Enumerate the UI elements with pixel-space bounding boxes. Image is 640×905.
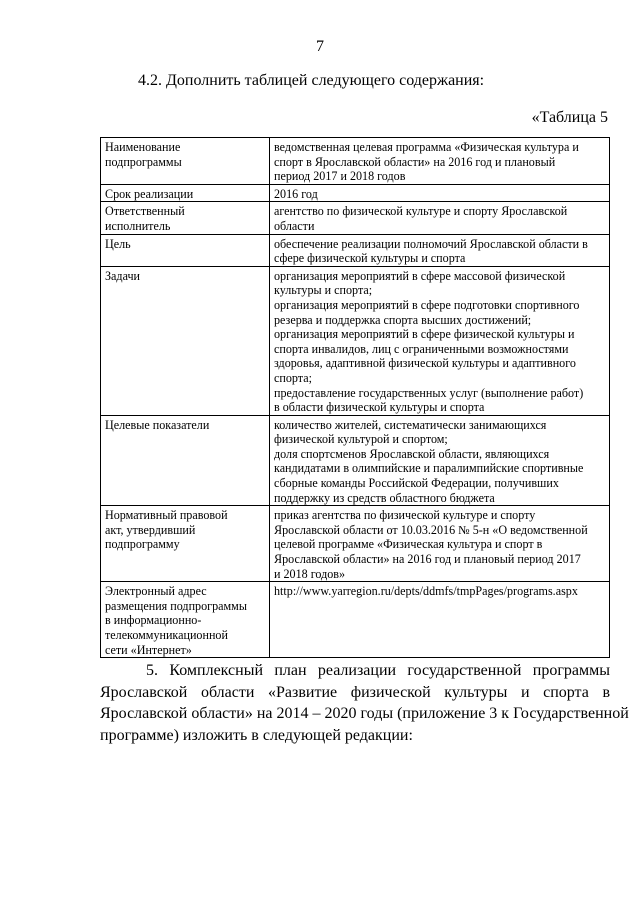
page-number: 7 xyxy=(316,38,324,55)
section-5-paragraph xyxy=(100,660,629,746)
row-label-cell xyxy=(101,234,270,266)
row-value-line: Ярославской области» на 2016 год и плановый период 2017 xyxy=(274,552,581,567)
table-row xyxy=(101,138,610,185)
row-value-line: сфере физической культуры и спорта xyxy=(274,251,466,266)
row-label-line: подпрограмму xyxy=(105,537,180,552)
row-value-line: период 2017 и 2018 годов xyxy=(274,169,406,184)
row-label-line: в информационно- xyxy=(105,613,202,628)
table-body xyxy=(101,138,610,658)
row-label-line: Наименование xyxy=(105,140,181,154)
table-row xyxy=(101,506,610,582)
row-label-line: Задачи xyxy=(105,268,141,283)
paragraph-line: Ярославской области» на 2014 – 2020 годы (приложение 3 к Государственной xyxy=(100,705,629,722)
table-row xyxy=(101,582,610,658)
row-value-line: области xyxy=(274,218,315,233)
row-value-line: здоровья, адаптивной физической культуры и адаптивного xyxy=(274,356,576,371)
paragraph-line: программе) изложить в следующей редакции: xyxy=(100,726,413,744)
row-value-line: кандидатами в олимпийские и паралимпийские спортивные xyxy=(274,461,584,476)
paragraph-line: 5. Комплексный план реализации государственной программы xyxy=(146,662,610,679)
row-value-line: спорта; xyxy=(274,370,312,385)
table-row xyxy=(101,415,610,506)
row-label-line: акт, утвердивший xyxy=(105,522,196,537)
row-label-cell xyxy=(101,138,270,185)
row-label-line: Целевые показатели xyxy=(105,417,210,432)
row-value-line: приказ агентства по физической культуре и спорту xyxy=(274,508,536,523)
row-value-line: и 2018 годов» xyxy=(274,566,346,581)
row-value-line: физической культурой и спортом; xyxy=(274,432,448,447)
row-label-cell xyxy=(101,415,270,506)
row-value-line: спорт в Ярославской области» на 2016 год и плановый xyxy=(274,154,556,169)
row-value-line: обеспечение реализации полномочий Ярославской области в xyxy=(274,236,588,251)
row-label-line: Срок реализации xyxy=(105,186,194,201)
row-value-cell xyxy=(270,202,610,234)
table-caption: «Таблица 5 xyxy=(531,109,608,126)
row-value-cell xyxy=(270,234,610,266)
row-label-cell xyxy=(101,506,270,582)
intro-paragraph: 4.2. Дополнить таблицей следующего содержания: xyxy=(138,72,485,89)
table-row xyxy=(101,184,610,202)
row-value-line: целевой программе «Физическая культура и спорт в xyxy=(274,537,543,552)
row-label-line: Ответственный xyxy=(105,204,185,219)
row-value-line: в области физической культуры и спорта xyxy=(274,400,485,415)
row-value-line: спорта инвалидов, лиц с ограниченными возможностями xyxy=(274,341,569,356)
subprogram-passport-table xyxy=(100,137,610,658)
table-row xyxy=(101,266,610,415)
row-value-cell xyxy=(270,138,610,185)
row-value-line: организация мероприятий в сфере массовой физической xyxy=(274,268,566,283)
row-value-line: ведомственная целевая программа «Физическая культура и xyxy=(274,140,579,154)
row-label-line: размещения подпрограммы xyxy=(105,598,247,613)
row-label-cell xyxy=(101,202,270,234)
row-value-line: доля спортсменов Ярославской области, являющихся xyxy=(274,446,550,461)
row-label-line: сети «Интернет» xyxy=(105,642,192,657)
row-label-line: телекоммуникационной xyxy=(105,628,228,642)
row-label-line: Нормативный правовой xyxy=(105,508,228,523)
table-row xyxy=(101,202,610,234)
row-value-line: агентство по физической культуре и спорту Ярославской xyxy=(274,204,568,219)
row-value-line: количество жителей, систематически занимающихся xyxy=(274,417,547,432)
row-value-cell xyxy=(270,582,610,658)
row-label-line: Цель xyxy=(105,236,131,251)
row-value-line: поддержку из средств областного бюджета xyxy=(274,490,495,505)
row-value-cell xyxy=(270,266,610,415)
row-value-line: культуры и спорта; xyxy=(274,283,373,298)
table-row xyxy=(101,234,610,266)
row-label-line: подпрограммы xyxy=(105,154,182,169)
row-value-line: Ярославской области от 10.03.2016 № 5-н «О ведомственной xyxy=(274,522,588,537)
row-value-line: предоставление государственных услуг (выполнение работ) xyxy=(274,385,584,400)
row-value-line: организация мероприятий в сфере физической культуры и xyxy=(274,327,575,342)
row-value-line: организация мероприятий в сфере подготовки спортивного xyxy=(274,297,580,312)
row-label-line: Электронный адрес xyxy=(105,584,207,599)
row-label-cell xyxy=(101,266,270,415)
row-value-line: сборные команды Российской Федерации, получивших xyxy=(274,476,559,491)
row-value-cell xyxy=(270,184,610,202)
paragraph-line: Ярославской области «Развитие физической культуры и спорта в xyxy=(100,683,610,701)
row-value-line: http://www.yarregion.ru/depts/ddmfs/tmpPages/programs.aspx xyxy=(274,584,578,599)
row-label-line: исполнитель xyxy=(105,218,171,233)
row-value-cell xyxy=(270,415,610,506)
row-label-cell xyxy=(101,184,270,202)
row-label-cell xyxy=(101,582,270,658)
row-value-line: резерва и поддержка спорта высших достижений; xyxy=(274,312,532,327)
row-value-cell xyxy=(270,506,610,582)
row-value-line: 2016 год xyxy=(274,186,318,201)
